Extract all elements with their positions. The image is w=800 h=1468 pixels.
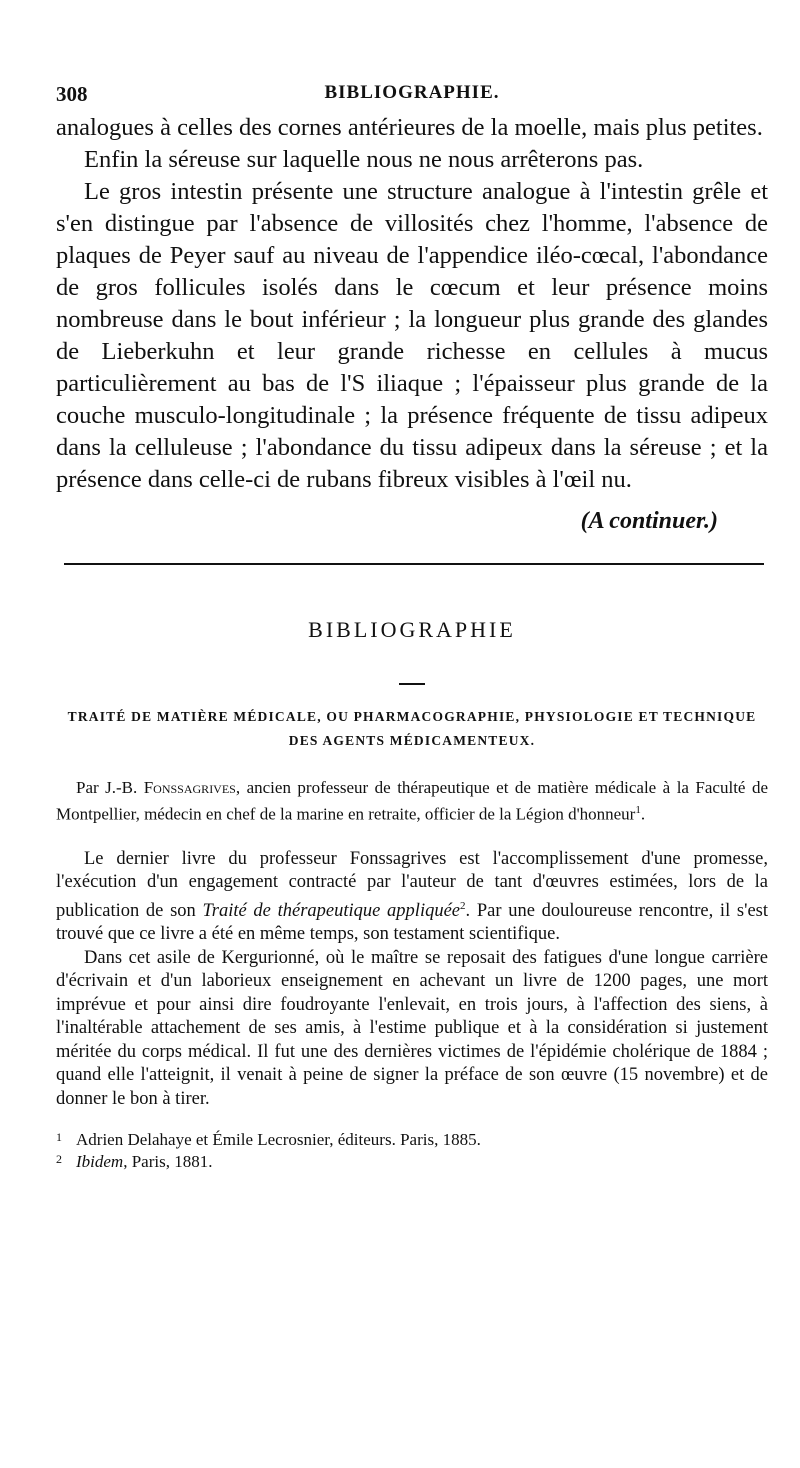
entry-title-line: TRAITÉ DE MATIÈRE MÉDICALE, OU PHARMACOGRAPHIE, PHYSIOLOGIE ET TECHNIQUE bbox=[67, 709, 757, 724]
review-paragraph: Dans cet asile de Kergurionné, où le maître se reposait des fatigues d'une longue carrière d'écrivain et d'un laborieux enseignement en achevant un livre de 1200 pages, une mort imprévue et pour ainsi dire foudroyante l'enlevait, en trois jours, à l'affection des siens, à l'inaltérable attachement de ses amis, à l'estime publique et à la considération si justement méritée du corps médical. Il fut une des dernières victimes de l'épidémie cholérique de 1884 ; quand elle l'atteignit, il venait à peine de signer la préface de son œuvre (15 novembre) et de donner le bon à tirer. bbox=[56, 947, 768, 1109]
footnotes bbox=[56, 1129, 768, 1173]
review-text-part: . Par une douloureuse rencontre, il s'est trouvé que ce livre a été en même temps, son testament scientifique. bbox=[56, 900, 768, 945]
footnote-text: , Paris, 1881. bbox=[123, 1152, 213, 1172]
author-prefix: Par J.-B. bbox=[76, 778, 144, 797]
footnote-text: Adrien Delahaye et Émile Lecrosnier, éditeurs. Paris, 1885. bbox=[76, 1130, 481, 1150]
entry-title bbox=[56, 705, 768, 753]
author-note bbox=[56, 777, 768, 826]
running-title: BIBLIOGRAPHIE. bbox=[324, 82, 500, 103]
footnote bbox=[56, 1129, 768, 1151]
review-text-part: Le dernier livre du professeur Fonssagrives est l'accomplissement d'une promesse, l'exécution d'un engagement contracté par l'auteur de tant d'œuvres estimées, lors de la publication de son bbox=[56, 848, 768, 921]
footnote-mark: 1 bbox=[56, 1130, 62, 1145]
article-paragraph: Enfin la séreuse sur laquelle nous ne nous arrêterons pas. bbox=[84, 146, 644, 173]
author-description: , ancien professeur de thérapeutique et de matière médicale à la Faculté de Montpellier, médecin en chef de la marine en retraite, officier de la Légion d'honneur bbox=[56, 778, 768, 824]
footnote-ref: 1 bbox=[635, 804, 641, 816]
entry-title-line: DES AGENTS MÉDICAMENTEUX. bbox=[288, 733, 536, 748]
section-heading: BIBLIOGRAPHIE bbox=[308, 617, 516, 642]
article-body bbox=[56, 112, 768, 496]
footnote-ref: 2 bbox=[460, 899, 466, 912]
footnote-text-italic: Ibidem bbox=[76, 1152, 124, 1172]
page bbox=[56, 82, 768, 1173]
article-paragraph: Le gros intestin présente une structure analogue à l'intestin grêle et s'en distingue par l'absence de villosités chez l'homme, l'absence de plaques de Peyer sauf au niveau de l'appendice iléo-cœcal, l'abondance de gros follicules isolés dans le cœcum et leur présence moins nombreuse dans le bout inférieur ; la longueur plus grande des glandes de Lieberkuhn et leur grande richesse en cellules à mucus particulièrement au bas de l'S iliaque ; l'épaisseur plus grande de la couche musculo-longitudinale ; la présence fréquente de tissu adipeux dans la celluleuse ; l'abondance du tissu adipeux dans la séreuse ; et la présence dans celle-ci de rubans fibreux visibles à l'œil nu. bbox=[56, 178, 768, 493]
article-paragraph: analogues à celles des cornes antérieures de la moelle, mais plus petites. bbox=[56, 114, 763, 141]
page-number: 308 bbox=[56, 82, 88, 106]
author-end: . bbox=[640, 804, 646, 824]
cited-title: Traité de thérapeutique appliquée bbox=[202, 900, 461, 921]
continuation-note: (A continuer.) bbox=[580, 508, 718, 534]
review-body bbox=[56, 848, 768, 1112]
heading-rule bbox=[399, 683, 425, 685]
footnote-mark: 2 bbox=[56, 1152, 62, 1167]
author-name: Fonssagrives bbox=[143, 778, 236, 797]
running-head bbox=[56, 82, 768, 112]
review-paragraph bbox=[56, 848, 768, 947]
section-divider bbox=[64, 563, 764, 565]
footnote bbox=[56, 1151, 768, 1173]
